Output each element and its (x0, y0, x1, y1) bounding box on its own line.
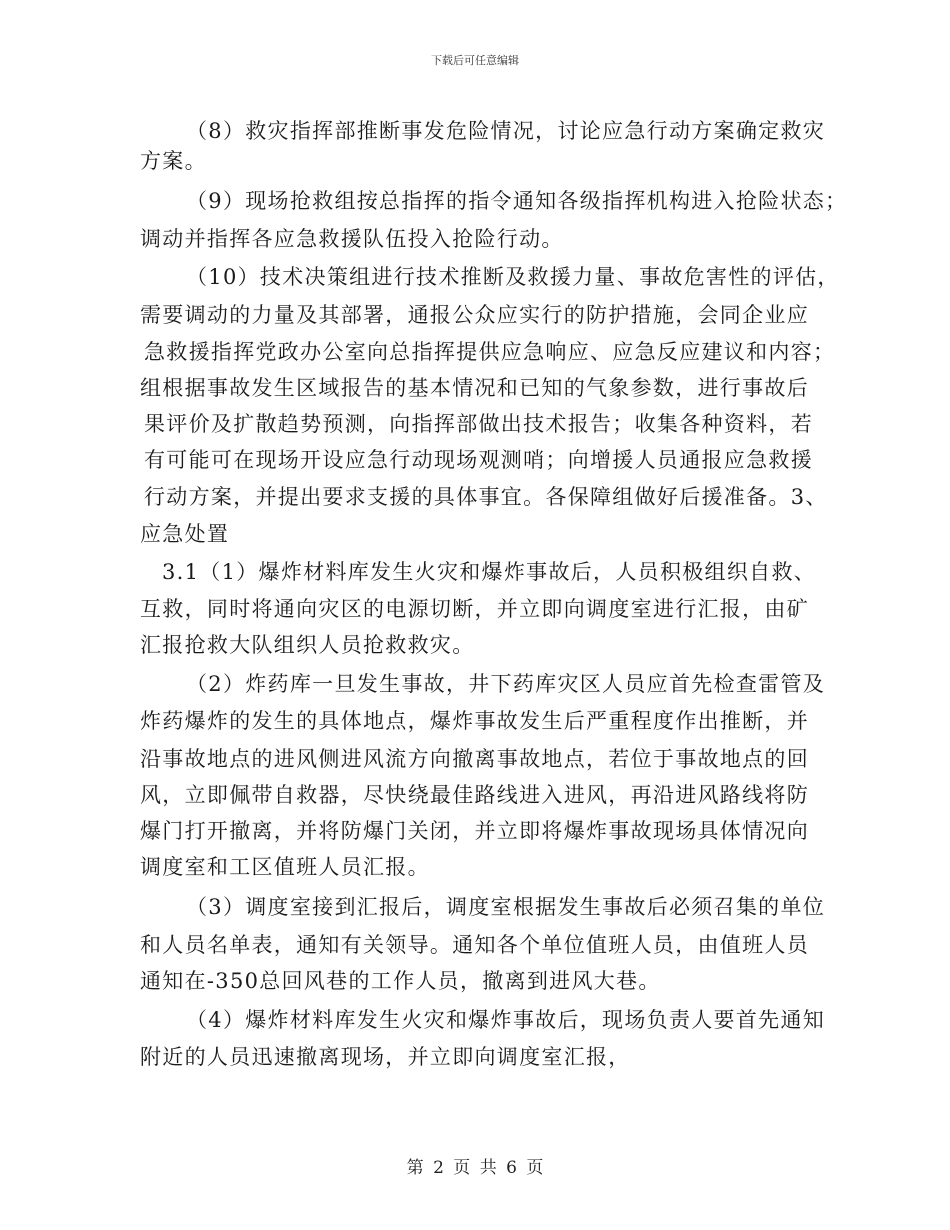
text-line: 急救援指挥党政办公室向总指挥提供应急响应、应急反应建议和内容； (144, 340, 836, 364)
text-line: （3）调度室接到汇报后，调度室根据发生事故后必须召集的单位 (186, 895, 826, 919)
text-line: 组根据事故发生区域报告的基本情况和已知的气象参数，进行事故后 (140, 376, 809, 400)
text-line: （4）爆炸材料库发生火灾和爆炸事故后，现场负责人要首先通知 (186, 1008, 826, 1032)
text-line: 应急处置 (140, 522, 230, 546)
text-line: （2）炸药库一旦发生事故，井下药库灾区人员应首先检查雷管及 (186, 672, 826, 696)
text-line: 方案。 (140, 149, 207, 173)
text-line: 3.1（1）爆炸材料库发生火灾和爆炸事故后，人员积极组织自救、 (162, 560, 817, 584)
text-line: 爆门打开撤离，并将防爆门关闭，并立即将爆炸事故现场具体情况向 (140, 819, 809, 843)
page-header: 下载后可任意编辑 (431, 54, 519, 67)
text-line: 果评价及扩散趋势预测，向指挥部做出技术报告；收集各种资料，若 (144, 412, 813, 436)
text-line: 有可能可在现场开设应急行动现场观测哨；向增援人员通报应急救援 (144, 448, 813, 472)
text-line: 汇报抢救大队组织人员抢救救灾。 (140, 633, 475, 657)
text-line: （9）现场抢救组按总指挥的指令通知各级指挥机构进入抢险状态； (186, 189, 848, 213)
text-line: 风，立即佩带自救器，尽快绕最佳路线进入进风，再沿进风路线将防 (140, 783, 809, 807)
text-line: 附近的人员迅速撤离现场，并立即向调度室汇报， (140, 1045, 631, 1069)
text-line: 行动方案，并提出要求支援的具体事宜。各保障组做好后援准备。3、 (144, 485, 828, 509)
text-line: 通知在-350总回风巷的工作人员，撤离到进风大巷。 (140, 969, 661, 993)
text-line: 调动并指挥各应急救援队伍投入抢险行动。 (140, 227, 564, 251)
text-line: 沿事故地点的进风侧进风流方向撤离事故地点，若位于事故地点的回 (140, 747, 809, 771)
text-line: 和人员名单表，通知有关领导。通知各个单位值班人员，由值班人员 (140, 933, 809, 957)
text-line: （8）救灾指挥部推断事发危险情况，讨论应急行动方案确定救灾 (186, 119, 826, 143)
text-line: （10）技术决策组进行技术推断及救援力量、事故危害性的评估， (186, 265, 840, 289)
text-line: 调度室和工区值班人员汇报。 (140, 855, 430, 879)
text-line: 互救，同时将通向灾区的电源切断，并立即向调度室进行汇报，由矿 (140, 597, 809, 621)
page-number: 第 2 页 共 6 页 (406, 1158, 544, 1178)
text-line: 需要调动的力量及其部署，通报公众应实行的防护措施，会同企业应 (140, 303, 809, 327)
text-line: 炸药爆炸的发生的具体地点，爆炸事故发生后严重程度作出推断，并 (140, 709, 809, 733)
